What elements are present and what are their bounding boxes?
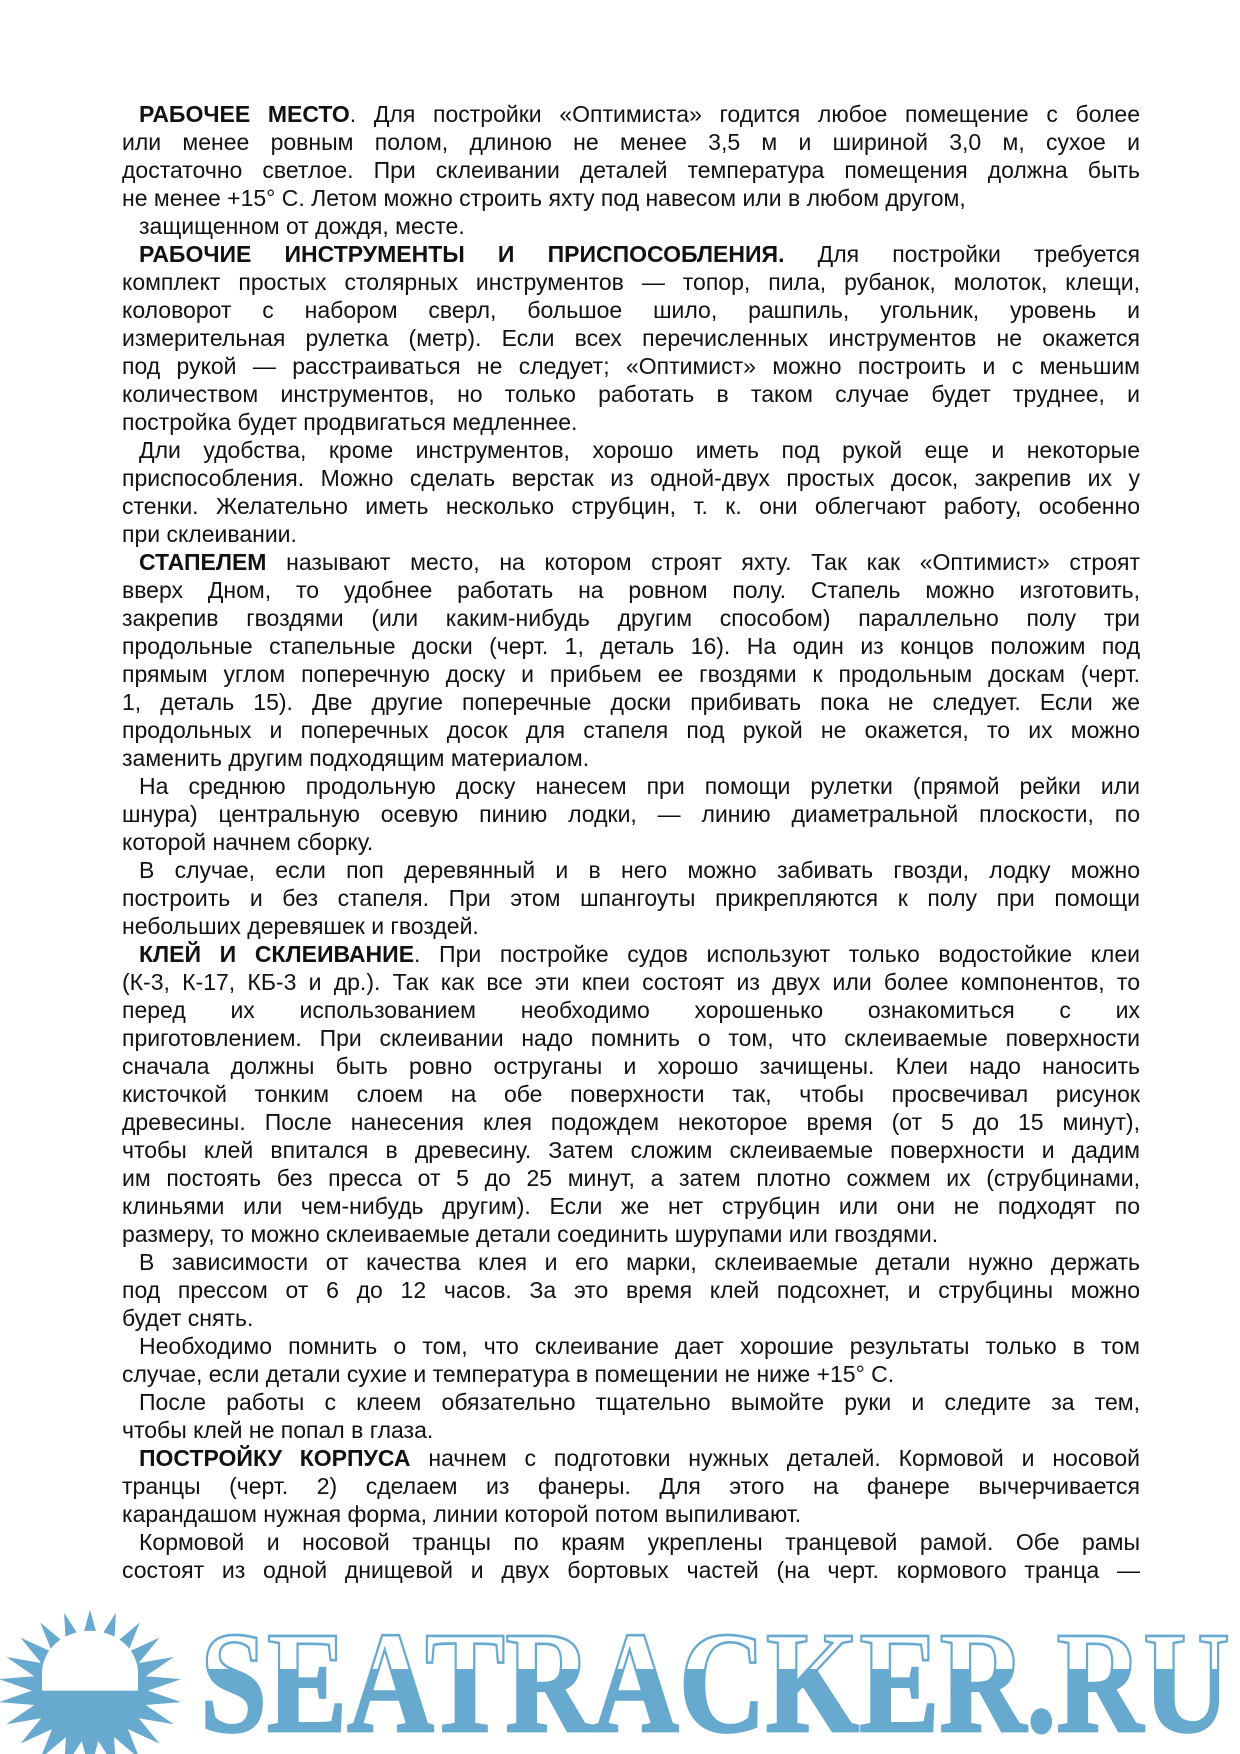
section-heading: ПОСТРОЙКУ КОРПУСА (139, 1445, 411, 1471)
text-line (122, 912, 1140, 940)
text-line (122, 604, 1140, 632)
line-text: приготовлением. При склеивании надо помнить о том, что склеиваемые поверхности (122, 1025, 1140, 1051)
text-line (122, 1276, 1140, 1304)
text-line (122, 212, 1140, 240)
section-heading: СТАПЕЛЕМ (139, 549, 267, 575)
text-line (122, 688, 1140, 716)
line-text: транцы (черт. 2) сделаем из фанеры. Для этого на фанере вычерчивается (122, 1473, 1140, 1499)
line-text: В зависимости от качества клея и его марки, склеиваемые детали нужно держать (139, 1249, 1140, 1275)
line-text: при склеивании. (122, 521, 297, 547)
line-text: прямым углом поперечную доску и прибьем ее гвоздями к продольным доскам (черт. (122, 661, 1140, 687)
text-line (122, 408, 1140, 436)
line-text: состоят из одной днищевой и двух бортовых частей (на черт. кормового транца — (122, 1557, 1140, 1583)
paragraph-first-line (122, 548, 1140, 576)
paragraph-first-line (122, 240, 1140, 268)
line-text: перед их использованием необходимо хорошенько ознакомиться с их (122, 997, 1140, 1023)
text-line (122, 1360, 1140, 1388)
paragraph-first-line (122, 1248, 1140, 1276)
line-text: древесины. После нанесения клея подождем некоторое время (от 5 до 15 минут), (122, 1109, 1140, 1135)
text-line (122, 1052, 1140, 1080)
watermark-text: SEATRACKER.RU (200, 1601, 1230, 1754)
document-body (122, 100, 1140, 1584)
line-text: или менее ровным полом, длиною не менее 3,5 м и шириной 3,0 м, сухое и (122, 129, 1140, 155)
line-text: защищенном от дождя, месте. (139, 213, 465, 239)
section-heading: РАБОЧИЕ ИНСТРУМЕНТЫ И ПРИСПОСОБЛЕНИЯ. (139, 241, 785, 267)
text-line (122, 968, 1140, 996)
line-text: вверх Дном, то удобнее работать на ровном полу. Стапель можно изготовить, (122, 577, 1140, 603)
sun-icon (0, 1610, 181, 1754)
paragraph-first-line (122, 436, 1140, 464)
text-line (122, 128, 1140, 156)
line-text: случае, если детали сухие и температура в помещении не ниже +15° С. (122, 1361, 895, 1387)
line-text: сначала должны быть ровно оструганы и хорошо зачищены. Клеи надо наносить (122, 1053, 1140, 1079)
line-text: стенки. Желательно иметь несколько струбцин, т. к. они облегчают работу, особенно (122, 493, 1140, 519)
line-text: построить и без стапеля. При этом шпангоуты прикрепляются к полу при помощи (122, 885, 1140, 911)
text-line (122, 324, 1140, 352)
text-line (122, 268, 1140, 296)
text-line (122, 380, 1140, 408)
paragraph-first-line (122, 940, 1140, 968)
section-heading: КЛЕЙ И СКЛЕИВАНИЕ (139, 941, 415, 967)
line-text: закрепив гвоздями (или каким-нибудь другим способом) параллельно полу три (122, 605, 1140, 631)
line-text: измерительная рулетка (метр). Если всех перечисленных инструментов не окажется (122, 325, 1140, 351)
line-text: которой начнем сборку. (122, 829, 374, 855)
line-text: шнура) центральную осевую пинию лодки, — линию диаметральной плоскости, по (122, 801, 1140, 827)
text-line (122, 828, 1140, 856)
text-line (122, 744, 1140, 772)
paragraph-first-line (122, 100, 1140, 128)
line-text: заменить другим подходящим материалом. (122, 745, 590, 771)
line-text: Для постройки требуется (784, 241, 1140, 267)
text-line (122, 296, 1140, 324)
text-line (122, 996, 1140, 1024)
text-line (122, 1192, 1140, 1220)
text-line (122, 492, 1140, 520)
text-line (122, 1136, 1140, 1164)
line-text: (К-3, К-17, КБ-3 и др.). Так как все эти кпеи состоят из двух или более компонентов, то (122, 969, 1140, 995)
text-line (122, 884, 1140, 912)
text-line (122, 632, 1140, 660)
line-text: под прессом от 6 до 12 часов. За это время клей подсохнет, и струбцины можно (122, 1277, 1140, 1303)
text-line (122, 156, 1140, 184)
text-line (122, 184, 1140, 212)
line-text: им постоять без пресса от 5 до 25 минут, а затем плотно сожмем их (струбцинами, (122, 1165, 1140, 1191)
text-line (122, 1080, 1140, 1108)
text-line (122, 520, 1140, 548)
text-line (122, 716, 1140, 744)
text-line (122, 800, 1140, 828)
line-text: называют место, на котором строят яхту. Так как «Оптимист» строят (266, 549, 1140, 575)
line-text: комплект простых столярных инструментов — топор, пила, рубанок, молоток, клещи, (122, 269, 1140, 295)
line-text: постройка будет продвигаться медленнее. (122, 409, 578, 435)
line-text: 1, деталь 15). Две другие поперечные доски прибивать пока не следует. Если же (122, 689, 1140, 715)
paragraph-first-line (122, 1388, 1140, 1416)
text-line (122, 1416, 1140, 1444)
line-text: Необходимо помнить о том, что склеивание дает хорошие результаты только в том (139, 1333, 1140, 1359)
line-text: размеру, то можно склеиваемые детали соединить шурупами или гвоздями. (122, 1221, 939, 1247)
text-line (122, 1556, 1140, 1584)
text-line (122, 464, 1140, 492)
line-text: клиньями или чем-нибудь другим). Если же нет струбцин или они не подходят по (122, 1193, 1140, 1219)
line-text: чтобы клей не попал в глаза. (122, 1417, 434, 1443)
paragraph-first-line (122, 1332, 1140, 1360)
line-text: карандашом нужная форма, линии которой потом выпиливают. (122, 1501, 802, 1527)
text-line (122, 660, 1140, 688)
line-text: достаточно светлое. При склеивании деталей температура помещения должна быть (122, 157, 1140, 183)
text-line (122, 1220, 1140, 1248)
line-text: . При постройке судов используют только водостойкие клеи (414, 941, 1140, 967)
section-heading: РАБОЧЕЕ МЕСТО (139, 101, 350, 127)
line-text: коловорот с набором сверл, большое шило, рашпиль, угольник, уровень и (122, 297, 1140, 323)
line-text: После работы с клеем обязательно тщательно вымойте руки и следите за тем, (139, 1389, 1140, 1415)
watermark-logo (0, 1592, 1240, 1754)
text-line (122, 352, 1140, 380)
paragraph-first-line (122, 1528, 1140, 1556)
text-line (122, 1500, 1140, 1528)
line-text: . Для постройки «Оптимиста» годится любое помещение с более (349, 101, 1140, 127)
line-text: Дли удобства, кроме инструментов, хорошо иметь под рукой еще и некоторые (139, 437, 1140, 463)
line-text: На среднюю продольную доску нанесем при помощи рулетки (прямой рейки или (139, 773, 1140, 799)
text-line (122, 1164, 1140, 1192)
paragraph-first-line (122, 856, 1140, 884)
text-line (122, 576, 1140, 604)
line-text: В случае, если поп деревянный и в него можно забивать гвозди, лодку можно (139, 857, 1140, 883)
line-text: под рукой — расстраиваться не следует; «Оптимист» можно построить и с меньшим (122, 353, 1140, 379)
line-text: количеством инструментов, но только работать в таком случае будет труднее, и (122, 381, 1140, 407)
text-line (122, 1024, 1140, 1052)
line-text: Кормовой и носовой транцы по краям укреплены транцевой рамой. Обе рамы (139, 1529, 1140, 1555)
paragraph-first-line (122, 1444, 1140, 1472)
line-text: не менее +15° С. Летом можно строить яхту под навесом или в любом другом, (122, 185, 966, 211)
text-line (122, 1304, 1140, 1332)
line-text: небольших деревяшек и гвоздей. (122, 913, 479, 939)
text-line (122, 1472, 1140, 1500)
text-line (122, 1108, 1140, 1136)
line-text: будет снять. (122, 1305, 254, 1331)
line-text: кисточкой тонким слоем на обе поверхности так, чтобы просвечивал рисунок (122, 1081, 1140, 1107)
line-text: приспособления. Можно сделать верстак из одной-двух простых досок, закрепив их у (122, 465, 1140, 491)
line-text: чтобы клей впитался в древесину. Затем сложим склеиваемые поверхности и дадим (122, 1137, 1140, 1163)
line-text: продольные стапельные доски (черт. 1, деталь 16). На один из концов положим под (122, 633, 1140, 659)
line-text: продольных и поперечных досок для стапеля под рукой не окажется, то их можно (122, 717, 1140, 743)
line-text: начнем с подготовки нужных деталей. Кормовой и носовой (410, 1445, 1140, 1471)
paragraph-first-line (122, 772, 1140, 800)
